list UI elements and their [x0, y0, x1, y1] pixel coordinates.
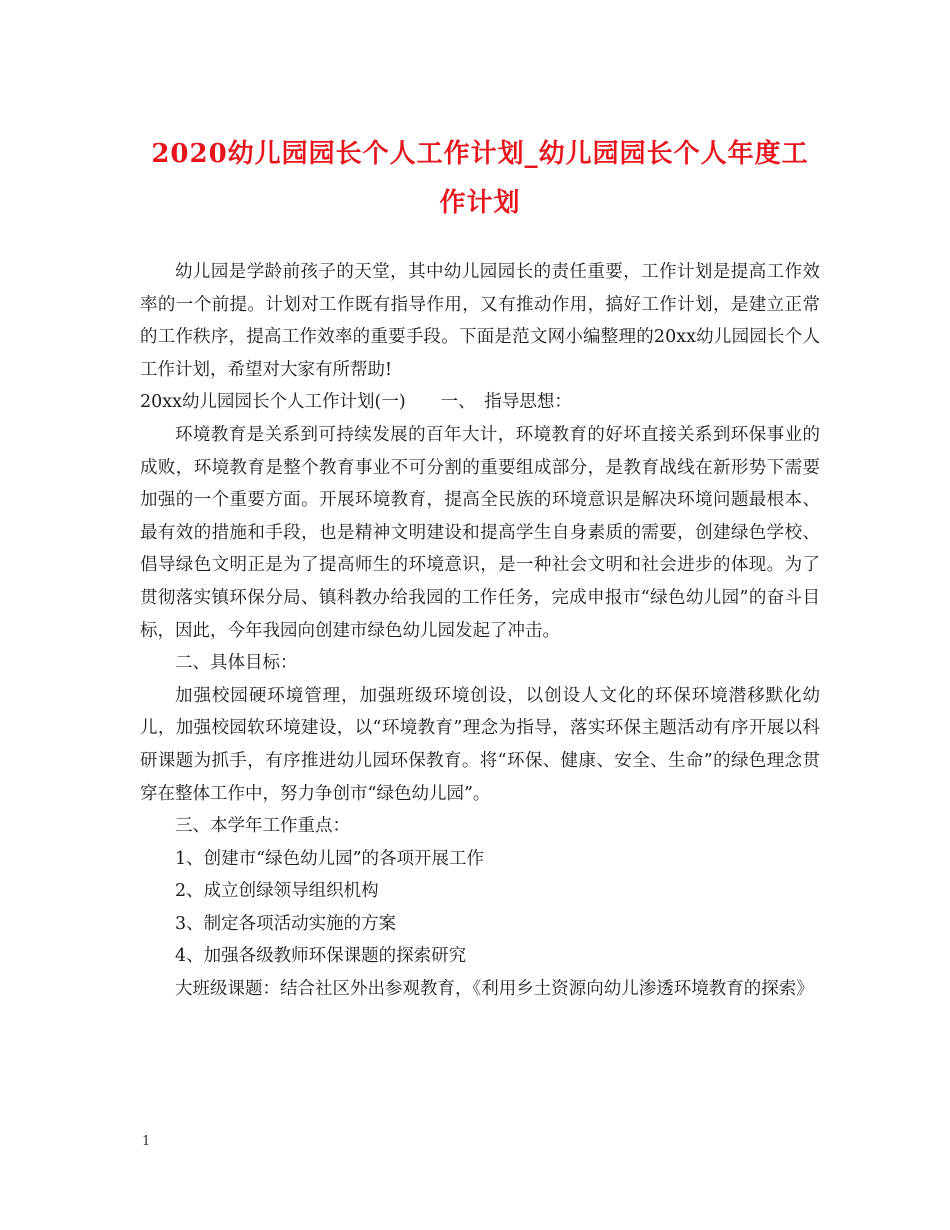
document-title: 2020幼儿园园长个人工作计划_幼儿园园长个人年度工作计划	[151, 139, 809, 218]
document-body	[140, 256, 820, 1006]
section-heading-specific-goals: 二、具体目标：	[175, 653, 298, 674]
section-heading-key-work: 三、本学年工作重点：	[175, 816, 350, 837]
key-work-item-2: 2、成立创绿领导组织机构	[175, 881, 379, 902]
specific-goals-paragraph: 加强校园硬环境管理，加强班级环境创设，以创设人文化的环保环境潜移默化幼儿，加强校园软环境建设，以“环境教育”理念为指导，落实环保主题活动有序开展以科研课题为抓手，有序推进幼儿园环保教育。将“环保、健康、安全、生命”的绿色理念贯穿在整体工作中，努力争创市“绿色幼儿园”。	[140, 685, 820, 804]
intro-paragraph: 幼儿园是学龄前孩子的天堂，其中幼儿园园长的责任重要，工作计划是提高工作效率的一个前提。计划对工作既有指导作用，又有推动作用，搞好工作计划，是建立正常的工作秩序，提高工作效率的重要手段。下面是范文网小编整理的20xx幼儿园园长个人工作计划，希望对大家有所帮助!	[140, 262, 820, 380]
key-work-item-4: 4、加强各级教师环保课题的探索研究	[175, 946, 467, 967]
page-number: 1	[142, 1134, 151, 1149]
senior-class-topic-paragraph: 大班级课题：结合社区外出参观教育，《利用乡土资源向幼儿渗透环境教育的探索》	[175, 979, 814, 1000]
key-work-item-1: 1、创建市“绿色幼儿园”的各项开展工作	[175, 848, 485, 869]
guiding-thought-paragraph: 环境教育是关系到可持续发展的百年大计，环境教育的好坏直接关系到环保事业的成败，环境教育是整个教育事业不可分割的重要组成部分，是教育战线在新形势下需要加强的一个重要方面。开展环境教育，提高全民族的环境意识是解决环境问题最根本、最有效的措施和手段，也是精神文明建设和提高学生自身素质的需要，创建绿色学校、倡导绿色文明正是为了提高师生的环境意识，是一种社会文明和社会进步的体现。为了贯彻落实镇环保分局、镇科教办给我园的工作任务，完成申报市“绿色幼儿园”的奋斗目标，因此，今年我园向创建市绿色幼儿园发起了冲击。	[140, 424, 820, 641]
plan-heading-paragraph: 20xx幼儿园园长个人工作计划(一) 一、 指导思想：	[140, 392, 572, 413]
key-work-item-3: 3、制定各项活动实施的方案	[175, 913, 397, 934]
